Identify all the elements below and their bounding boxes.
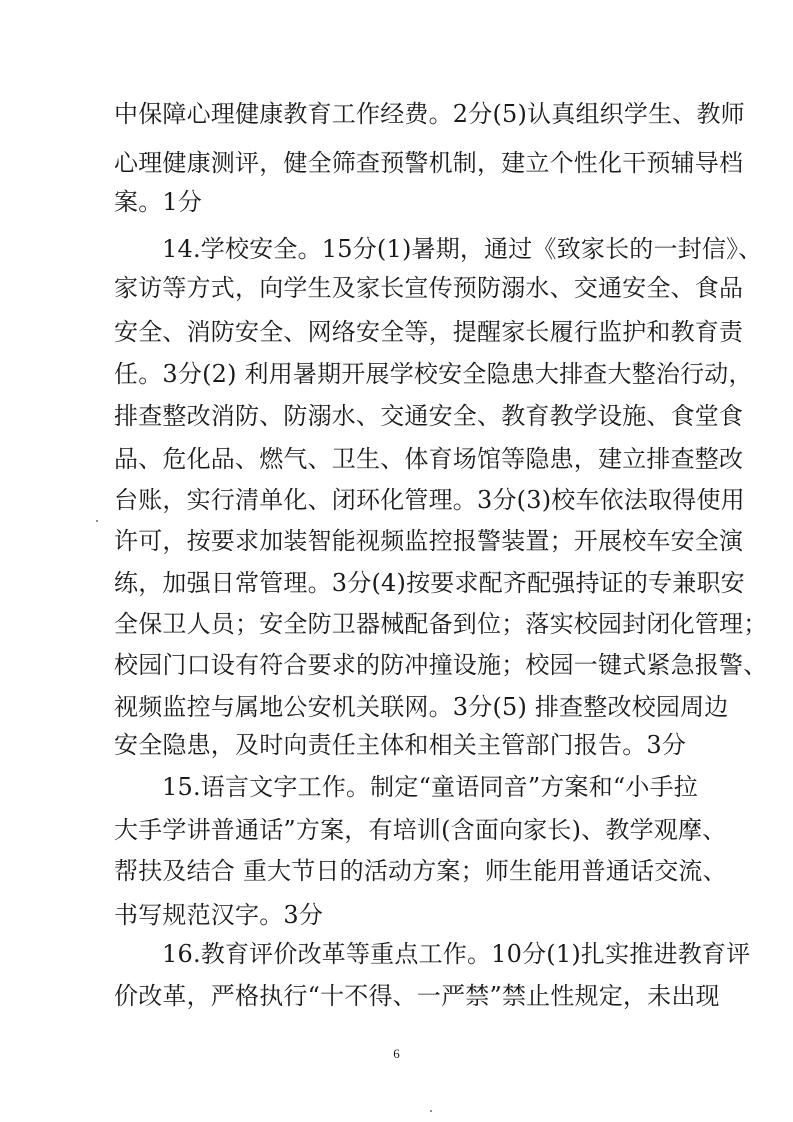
- text-line: 排查整改消防、防溺水、交通安全、教育教学设施、食堂食: [114, 402, 744, 430]
- page-number: 6: [393, 1046, 400, 1061]
- text-line: 全保卫人员；安全防卫器械配备到位；落实校园封闭化管理；: [114, 610, 768, 638]
- text-line: 帮扶及结合 重大节日的活动方案；师生能用普通话交流、: [114, 857, 727, 885]
- text-line: 书写规范汉字。3分: [114, 901, 324, 929]
- text-line: 安全隐患，及时向责任主体和相关主管部门报告。3分: [114, 731, 687, 759]
- text-line: 练，加强日常管理。3分(4)按要求配齐配强持证的专兼职安: [114, 569, 745, 597]
- text-line: 台账，实行清单化、闭环化管理。3分(3)校车依法取得使用: [114, 486, 745, 514]
- text-line: 价改革，严格执行“十不得、一严禁”禁止性规定，未出现: [114, 982, 720, 1010]
- text-line: 安全、消防安全、网络安全等，提醒家长履行监护和教育责: [114, 318, 744, 346]
- text-line: 品、危化品、燃气、卫生、体育场馆等隐患，建立排查整改: [114, 445, 744, 473]
- text-line: 许可，按要求加装智能视频监控报警装置；开展校车安全演: [114, 527, 744, 555]
- text-line: 家访等方式，向学生及家长宣传预防溺水、交通安全、食品: [114, 274, 744, 302]
- scan-speck: [430, 1110, 432, 1112]
- text-line: 任。3分(2) 利用暑期开展学校安全隐患大排查大整治行动，: [114, 360, 753, 388]
- text-line: 中保障心理健康教育工作经费。2分(5)认真组织学生、教师: [114, 100, 745, 128]
- text-line: 视频监控与属地公安机关联网。3分(5) 排查整改校园周边: [114, 693, 729, 721]
- text-line: 16.教育评价改革等重点工作。10分(1)扎实推进教育评: [162, 940, 751, 968]
- text-line: 校园门口设有符合要求的防冲撞设施；校园一键式紧急报警、: [114, 651, 768, 679]
- text-line: 大手学讲普通话”方案，有培训(含面向家长)、教学观摩、: [114, 816, 727, 844]
- text-line: 14.学校安全。15分(1)暑期，通过《致家长的一封信》、: [162, 235, 763, 263]
- text-line: 心理健康测评，健全筛查预警机制，建立个性化干预辅导档: [114, 149, 744, 177]
- text-line: 15.语言文字工作。制定“童语同音”方案和“小手拉: [162, 773, 698, 801]
- text-line: 案。1分: [114, 188, 203, 216]
- scan-speck: [96, 520, 98, 522]
